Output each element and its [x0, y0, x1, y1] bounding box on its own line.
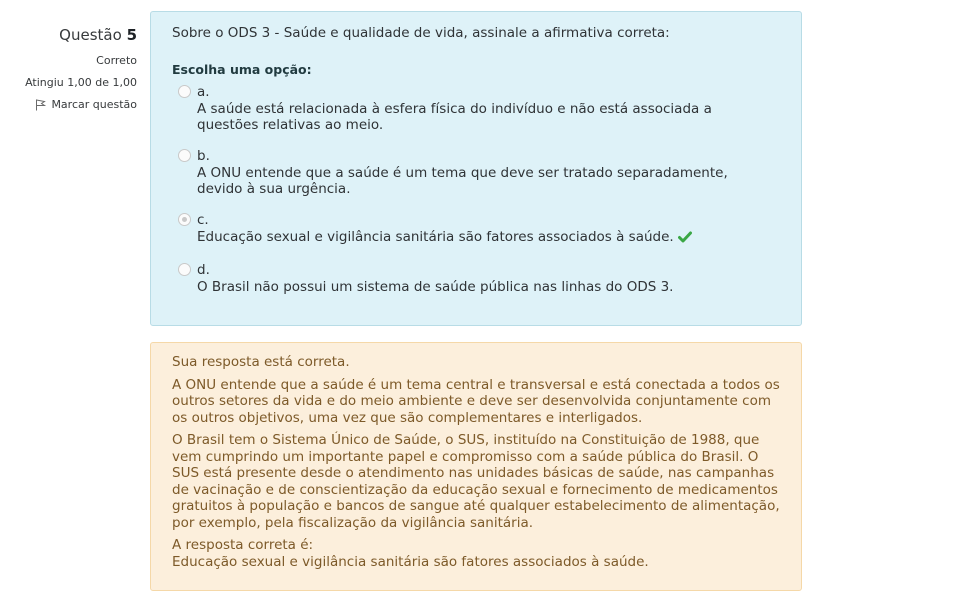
question-info: [0, 24, 137, 111]
flag-question-link[interactable]: [0, 98, 137, 111]
option-d[interactable]: [172, 261, 781, 295]
flag-icon: [35, 99, 46, 111]
question-number-value: 5: [126, 26, 137, 44]
option-text-c: Educação sexual e vigilância sanitária são fatores associados à saúde.: [197, 229, 781, 247]
answer-prompt: Escolha uma opção:: [172, 62, 312, 77]
feedback-paragraph-1: A ONU entende que a saúde é um tema central e transversal e está conectada a todos os outros setores da vida e do meio ambiente e deve ser desenvolvida conjuntamente com os outros objetivos, uma vez que são complementares e interligados.: [172, 376, 780, 426]
right-answer: [172, 537, 781, 570]
question-text: Sobre o ODS 3 - Saúde e qualidade de vida, assinale a afirmativa correta:: [172, 25, 670, 41]
radio-option-d[interactable]: [178, 263, 191, 276]
question-state: Correto: [96, 54, 137, 67]
check-icon: [678, 231, 692, 247]
option-text: A ONU entende que a saúde é um tema que deve ser tratado separadamente, devido à sua urgência.: [197, 165, 728, 197]
option-a[interactable]: [172, 83, 781, 133]
radio-option-a[interactable]: [178, 85, 191, 98]
option-text: A saúde está relacionada à esfera física do indivíduo e não está associada a questões relativas ao meio.: [197, 101, 712, 133]
question-grade: Atingiu 1,00 de 1,00: [25, 76, 137, 89]
option-letter: a.: [197, 84, 210, 100]
option-text: O Brasil não possui um sistema de saúde pública nas linhas do ODS 3.: [197, 279, 674, 295]
feedback-status: Sua resposta está correta.: [172, 354, 350, 370]
feedback-paragraph-2: O Brasil tem o Sistema Único de Saúde, o SUS, instituído na Constituição de 1988, que vem cumprindo um importante papel e compromisso com a saúde pública do Brasil. O SUS está presente desde o atendimento nas unidades básicas de saúde, nas campanhas de vacinação e de conscientização da educação sexual e fornecimento de medicamentos gratuitos à população e bancos de sangue até qualquer estabelecimento de alimentação, por exemplo, pela fiscalização da vigilância sanitária.: [172, 432, 780, 531]
option-b[interactable]: [172, 147, 781, 197]
flag-question-label: Marcar questão: [51, 98, 137, 111]
right-answer-label: A resposta correta é:: [172, 537, 314, 553]
answer-options: [172, 83, 781, 295]
option-letter: b.: [197, 148, 210, 164]
radio-option-b[interactable]: [178, 149, 191, 162]
radio-option-c[interactable]: [178, 213, 191, 226]
feedback-panel: [150, 342, 802, 591]
option-letter: d.: [197, 262, 210, 278]
option-c[interactable]: [172, 211, 781, 247]
right-answer-text: Educação sexual e vigilância sanitária são fatores associados à saúde.: [172, 553, 649, 570]
question-number: Questão 5: [59, 26, 137, 44]
option-letter: c.: [197, 212, 209, 228]
question-formulation: [150, 11, 802, 326]
